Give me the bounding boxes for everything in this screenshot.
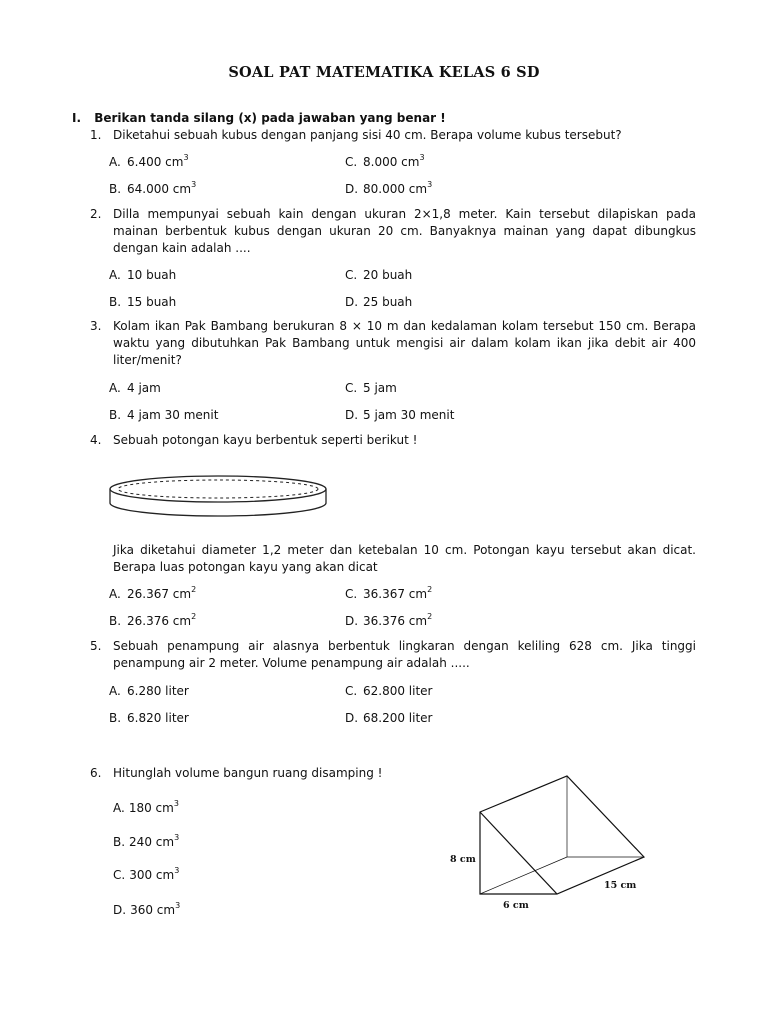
question-text-continued: Jika diketahui diameter 1,2 meter dan ketebalan 10 cm. Potongan kayu tersebut akan dicat. Berapa luas potongan kayu yang akan dicat	[113, 543, 696, 574]
page-title: SOAL PAT MATEMATIKA KELAS 6 SD	[228, 64, 540, 81]
option-text: 240 cm	[129, 835, 175, 849]
question-number: 5.	[90, 639, 102, 653]
option-letter: C.	[345, 268, 358, 282]
triangular-prism-figure	[448, 772, 648, 910]
option-text: 64.000 cm	[127, 182, 192, 196]
question-text: Dilla mempunyai sebuah kain dengan ukuran 2×1,8 meter. Kain tersebut dilapiskan pada mainan berbentuk kubus dengan ukuran 20 cm. Banyaknya mainan yang dapat dibungkus dengan kain adalah ....	[113, 207, 696, 255]
option-letter: A.	[113, 801, 125, 815]
question-number: 1.	[90, 128, 102, 142]
option-text: 4 jam 30 menit	[127, 408, 219, 422]
option-text: 80.000 cm	[363, 182, 428, 196]
option-letter: D.	[345, 408, 359, 422]
option-5d[interactable]	[345, 710, 433, 727]
option-text: 62.800 liter	[363, 684, 433, 698]
option-text: 15 buah	[127, 295, 177, 309]
option-text: 360 cm	[130, 903, 176, 917]
option-exponent: 2	[427, 612, 433, 621]
option-letter: C.	[345, 155, 358, 169]
option-exponent: 2	[191, 612, 197, 621]
option-letter: A.	[109, 381, 121, 395]
option-text: 4 jam	[127, 381, 161, 395]
question-6	[90, 765, 420, 782]
option-6c[interactable]	[113, 867, 179, 884]
question-number: 4.	[90, 433, 102, 447]
prism-outline	[480, 776, 644, 894]
option-text: 36.376 cm	[363, 614, 428, 628]
option-exponent: 3	[419, 153, 425, 162]
option-letter: A.	[109, 155, 121, 169]
option-letter: D.	[345, 711, 359, 725]
question-text: Hitunglah volume bangun ruang disamping !	[113, 766, 383, 780]
option-letter: C.	[345, 684, 358, 698]
option-letter: A.	[109, 268, 121, 282]
option-exponent: 3	[174, 866, 180, 875]
option-2d[interactable]	[345, 294, 412, 311]
option-letter: B.	[109, 408, 122, 422]
option-text: 8.000 cm	[363, 155, 420, 169]
option-1c[interactable]	[345, 154, 425, 171]
option-1b[interactable]	[109, 181, 196, 198]
option-text: 180 cm	[128, 801, 174, 815]
option-2c[interactable]	[345, 267, 412, 284]
option-2b[interactable]	[109, 294, 176, 311]
prism-hypotenuse-edge	[480, 812, 557, 894]
question-2	[90, 206, 696, 257]
option-letter: C.	[345, 381, 358, 395]
length-label: 15 cm	[604, 880, 637, 891]
option-4b[interactable]	[109, 613, 196, 630]
option-3c[interactable]	[345, 380, 397, 397]
option-5b[interactable]	[109, 710, 189, 727]
option-text: 20 buah	[363, 268, 413, 282]
question-4-continued	[90, 542, 696, 576]
question-1	[90, 127, 696, 144]
option-exponent: 3	[427, 180, 433, 189]
option-6a[interactable]	[113, 800, 179, 817]
option-letter: C.	[345, 587, 358, 601]
option-5a[interactable]	[109, 683, 189, 700]
option-4d[interactable]	[345, 613, 432, 630]
option-letter: D.	[345, 182, 359, 196]
section-number: I.	[72, 111, 82, 125]
height-label: 8 cm	[450, 854, 476, 865]
wood-disc-figure	[104, 470, 334, 530]
option-2a[interactable]	[109, 267, 176, 284]
option-text: 36.367 cm	[363, 587, 428, 601]
option-5c[interactable]	[345, 683, 433, 700]
option-text: 10 buah	[127, 268, 177, 282]
option-1a[interactable]	[109, 154, 189, 171]
option-text: 300 cm	[129, 868, 175, 882]
option-text: 5 jam	[363, 381, 397, 395]
question-text: Diketahui sebuah kubus dengan panjang sisi 40 cm. Berapa volume kubus tersebut?	[113, 128, 622, 142]
option-text: 6.280 liter	[127, 684, 189, 698]
option-letter: A.	[109, 684, 121, 698]
option-letter: A.	[109, 587, 121, 601]
option-letter: B.	[109, 711, 122, 725]
option-exponent: 3	[191, 180, 197, 189]
question-number: 3.	[90, 319, 102, 333]
option-letter: B.	[109, 295, 122, 309]
option-text: 68.200 liter	[363, 711, 433, 725]
question-text: Sebuah potongan kayu berbentuk seperti berikut !	[113, 433, 418, 447]
option-letter: B.	[109, 182, 122, 196]
option-exponent: 2	[191, 585, 197, 594]
option-letter: D.	[113, 903, 127, 917]
section-instruction: Berikan tanda silang (x) pada jawaban yang benar !	[94, 111, 446, 125]
option-text: 26.376 cm	[127, 614, 192, 628]
option-text: 26.367 cm	[127, 587, 192, 601]
question-number: 6.	[90, 766, 102, 780]
option-6d[interactable]	[113, 902, 180, 919]
option-text: 6.400 cm	[127, 155, 184, 169]
option-3a[interactable]	[109, 380, 161, 397]
option-6b[interactable]	[113, 834, 179, 851]
option-letter: B.	[109, 614, 122, 628]
section-heading	[72, 110, 446, 127]
option-letter: C.	[113, 868, 126, 882]
option-exponent: 3	[175, 901, 181, 910]
option-3d[interactable]	[345, 407, 454, 424]
prism-hidden-base-edge	[480, 857, 567, 894]
option-exponent: 3	[173, 799, 179, 808]
option-4a[interactable]	[109, 586, 196, 603]
option-1d[interactable]	[345, 181, 432, 198]
question-4	[90, 432, 696, 449]
question-text: Kolam ikan Pak Bambang berukuran 8 × 10 m dan kedalaman kolam tersebut 150 cm. Berapa waktu yang dibutuhkan Pak Bambang untuk mengisi air dalam kolam ikan jika debit air 400 liter/menit?	[113, 319, 696, 367]
option-text: 6.820 liter	[127, 711, 189, 725]
option-exponent: 3	[183, 153, 189, 162]
option-letter: D.	[345, 295, 359, 309]
option-3b[interactable]	[109, 407, 218, 424]
question-text: Sebuah penampung air alasnya berbentuk lingkaran dengan keliling 628 cm. Jika tinggi penampung air 2 meter. Volume penampung air adalah .....	[113, 639, 696, 670]
option-text: 5 jam 30 menit	[363, 408, 455, 422]
question-3	[90, 318, 696, 369]
question-5	[90, 638, 696, 672]
option-4c[interactable]	[345, 586, 432, 603]
option-exponent: 3	[174, 833, 180, 842]
question-number: 2.	[90, 207, 102, 221]
width-label: 6 cm	[503, 900, 529, 910]
option-letter: D.	[345, 614, 359, 628]
option-exponent: 2	[427, 585, 433, 594]
option-letter: B.	[113, 835, 126, 849]
option-text: 25 buah	[363, 295, 413, 309]
